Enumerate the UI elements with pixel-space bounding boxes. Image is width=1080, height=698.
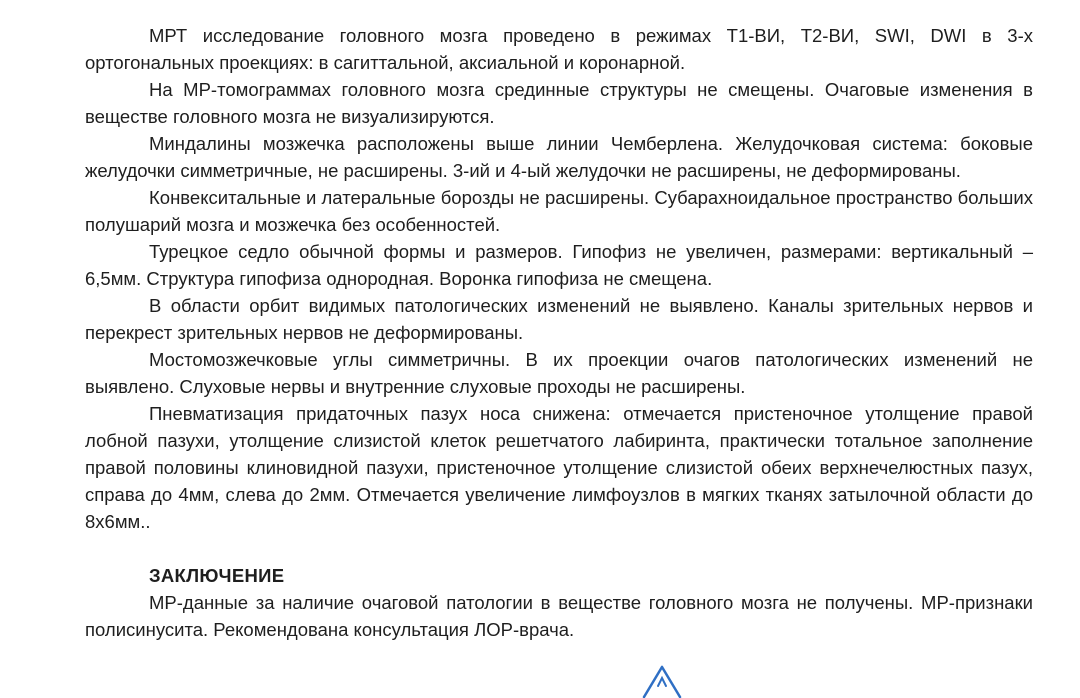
stamp-inner-mark bbox=[658, 678, 666, 686]
paragraph-cerebellar-tonsils: Миндалины мозжечка расположены выше линии Чемберлена. Желудочковая система: боковые желудочки симметричные, не расширены. 3-ий и 4-ый желудочки не расширены, не деформированы. bbox=[85, 133, 1033, 181]
conclusion-text: МР-данные за наличие очаговой патологии в веществе головного мозга не получены. МР-признаки полисинусита. Рекомендована консультация ЛОР-врача. bbox=[85, 592, 1033, 640]
conclusion-heading: ЗАКЛЮЧЕНИЕ bbox=[149, 565, 285, 586]
report-body bbox=[85, 22, 1033, 643]
paragraph-paranasal-sinuses: Пневматизация придаточных пазух носа снижена: отмечается пристеночное утолщение правой лобной пазухи, утолщение слизистой клеток решетчатого лабиринта, практически тотальное заполнение правой половины клиновидной пазухи, пристеночное утолщение слизистой обеих верхнечелюстных пазух, справа до 4мм, слева до 2мм. Отмечается увеличение лимфоузлов в мягких тканях затылочной области до 8х6мм.. bbox=[85, 403, 1033, 532]
paragraph-cerebellopontine-angles: Мостомозжечковые углы симметричны. В их проекции очагов патологических изменений не выявлено. Слуховые нервы и внутренние слуховые проходы не расширены. bbox=[85, 349, 1033, 397]
conclusion-section bbox=[85, 562, 1033, 643]
paragraph-orbits: В области орбит видимых патологических изменений не выявлено. Каналы зрительных нервов и перекрест зрительных нервов не деформированы. bbox=[85, 295, 1033, 343]
paragraph-midline-structures: На МР-томограммах головного мозга срединные структуры не смещены. Очаговые изменения в веществе головного мозга не визуализируются. bbox=[85, 79, 1033, 127]
paragraph-mri-protocol: МРТ исследование головного мозга проведено в режимах Т1-ВИ, Т2-ВИ, SWI, DWI в 3-х ортогональных проекциях: в сагиттальной, аксиальной и коронарной. bbox=[85, 25, 1033, 73]
paragraph-sella-pituitary: Турецкое седло обычной формы и размеров. Гипофиз не увеличен, размерами: вертикальный – 6,5мм. Структура гипофиза однородная. Воронка гипофиза не смещена. bbox=[85, 241, 1033, 289]
paragraph-sulci: Конвекситальные и латеральные борозды не расширены. Субарахноидальное пространство больших полушарий мозга и мозжечка без особенностей. bbox=[85, 187, 1033, 235]
